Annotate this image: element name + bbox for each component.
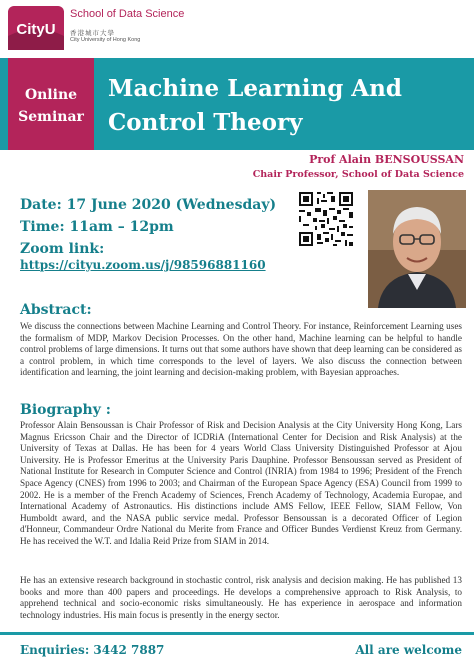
cityu-logo-icon <box>8 6 64 50</box>
seminar-title-line1: Machine Learning And <box>108 75 402 102</box>
enquiries-text: Enquiries: 3442 7887 <box>20 643 165 657</box>
logo-text: CityU <box>16 21 56 38</box>
tag-line-online: Online <box>24 87 78 103</box>
speaker-info <box>253 152 464 182</box>
university-chinese-name: 香港城市大學 <box>70 30 115 37</box>
speaker-title: Chair Professor, School of Data Science <box>252 169 464 180</box>
online-seminar-tag <box>8 58 94 150</box>
event-time: Time: 11am – 12pm <box>20 219 174 235</box>
speaker-name: Prof Alain BENSOUSSAN <box>309 153 464 166</box>
biography-heading: Biography : <box>20 402 111 418</box>
abstract-heading: Abstract: <box>20 302 92 318</box>
seminar-title <box>108 72 468 140</box>
school-name: School of Data Science <box>70 8 185 20</box>
event-date: Date: 17 June 2020 (Wednesday) <box>20 197 277 213</box>
zoom-label: Zoom link: <box>20 241 105 257</box>
speaker-photo <box>368 190 466 308</box>
zoom-link[interactable]: https://cityu.zoom.us/j/98596881160 <box>20 258 266 272</box>
tag-line-seminar: Seminar <box>18 109 84 125</box>
biography-paragraph-1: Professor Alain Bensoussan is Chair Professor of Risk and Decision Analysis at the City University Hong Kong, Lars Magnus Ericsson Chair and the Director of ICDRiA (International Center for Decision and Risk Analysis) at the University of Texas at Dallas. He has been for 4 years World Class University Distinguished Professor at Ajou University. He is Professor Emeritus at the University Paris Dauphine. Professor Bensoussan served as President of National Institute for Research in Computer Science and Control (INRIA) from 1984 to 1996; President of the French Space Agency (CNES) from 1996 to 2003; and Chairman of the European Space Agency (ESA) Council from 1999 to 2002. He is a member of the French Academy of Sciences, French Academy of Technology, Academia Europae, and International Academy of Astronautics. His distinctions include AMS Fellow, IEEE Fellow, SIAM Fellow, Von Humboldt award, and the NASA public service medal. Professor Bensoussan is a decorated Officer of Legion d'Honneur, Commandeur Ordre National du Merite from France and Officer Bundes Verdienst Kreuz from Germany. He has received the W.T. and Idalia Reid Prize from SIAM in 2014. <box>20 420 462 546</box>
header <box>0 0 474 56</box>
abstract-text: We discuss the connections between Machine Learning and Control Theory. For instance, Reinforcement Learning uses the formalism of MDP, Markov Decision Processes. On the other hand, Machine learning can be helpful to handle control problems of large dimensions. It turns out that some authors have shown that deep learning can be considered as a control problem, in which time corresponds to the level of layers. We also discuss the connection between identification and learning, the joint learning and decision-making problem, with Bayesian approaches. <box>20 321 462 378</box>
welcome-text: All are welcome <box>355 643 462 657</box>
qr-code-icon[interactable] <box>297 190 355 248</box>
footer-divider <box>0 632 474 635</box>
university-name: City University of Hong Kong <box>70 37 141 43</box>
biography-paragraph-2: He has an extensive research background in stochastic control, risk analysis and decision making. He has published 13 books and more than 400 papers and proceedings. He develops a comprehensive approach to Risk Analysis, to apprehend technical and socio-economic risks simultaneously. He has experience in aerospace and information technology industries. His main focus is presently in the energy sector. <box>20 575 462 620</box>
seminar-title-line2: Control Theory <box>108 109 303 136</box>
event-details <box>20 194 276 260</box>
